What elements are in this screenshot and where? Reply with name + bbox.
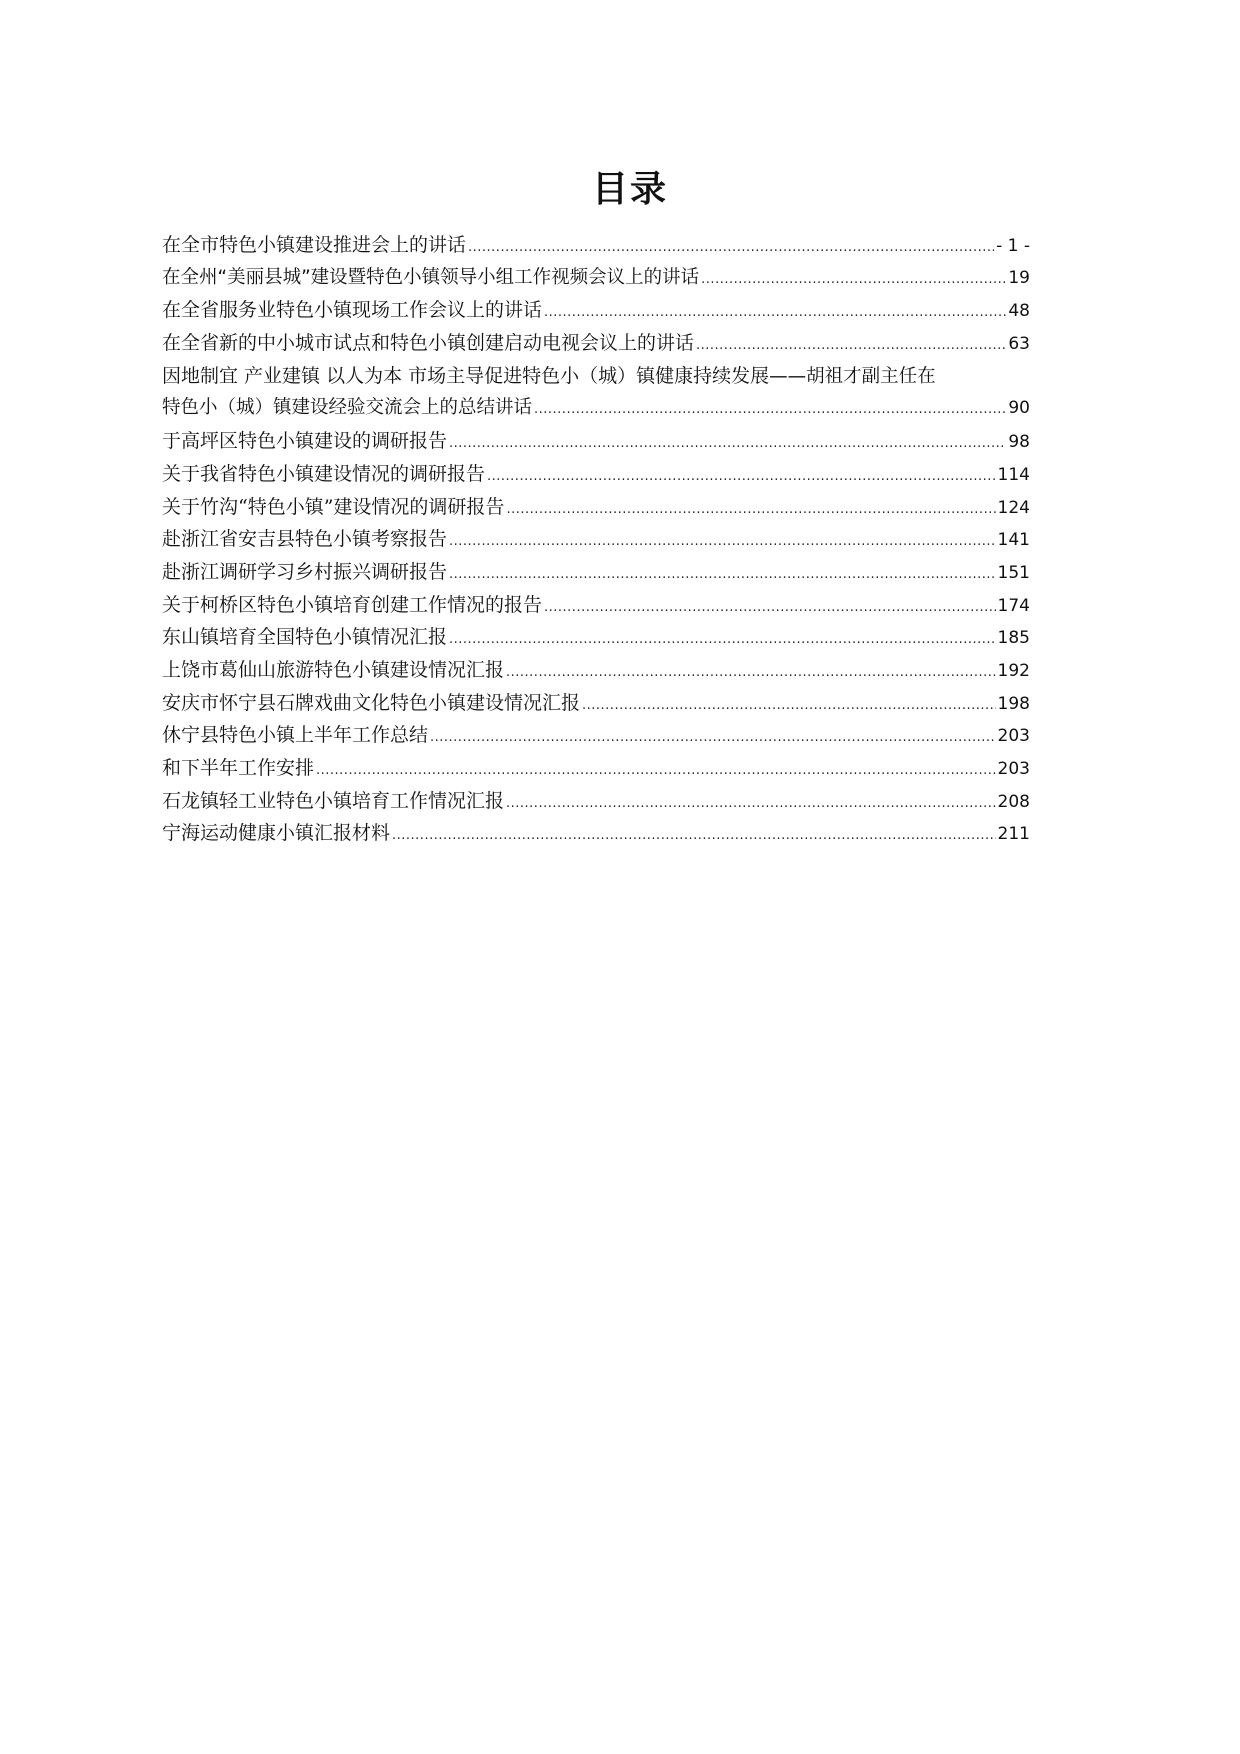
toc-page-number: 98 xyxy=(1008,432,1030,453)
toc-entry-text: 于高坪区特色小镇建设的调研报告 xyxy=(162,430,448,453)
toc-entry-text: 休宁县特色小镇上半年工作总结 xyxy=(162,724,429,747)
toc-page-number: 48 xyxy=(1008,301,1030,322)
toc-page-number: 192 xyxy=(997,660,1030,681)
toc-entry-text: 在全省服务业特色小镇现场工作会议上的讲话 xyxy=(162,299,543,322)
dot-leader xyxy=(506,788,996,821)
toc-entry-text: 关于柯桥区特色小镇培育创建工作情况的报告 xyxy=(162,593,543,616)
toc-entry-line-one xyxy=(162,360,1030,393)
toc-entry-text: 安庆市怀宁县石牌戏曲文化特色小镇建设情况汇报 xyxy=(162,691,581,714)
toc-entry-text: 关于我省特色小镇建设情况的调研报告 xyxy=(162,462,486,485)
toc-entry-text: 宁海运动健康小镇汇报材料 xyxy=(162,822,391,845)
toc-entry[interactable] xyxy=(162,589,1030,622)
toc-entry[interactable] xyxy=(162,752,1030,785)
toc-entry[interactable] xyxy=(162,458,1030,491)
toc-entry[interactable] xyxy=(162,262,1030,295)
toc-title: 目录 xyxy=(591,169,668,210)
toc-page-number: 203 xyxy=(997,726,1030,747)
dot-leader xyxy=(449,526,996,559)
toc-entry[interactable] xyxy=(162,654,1030,687)
toc-entry-text-speaker: ——胡祖才副主任在 xyxy=(769,365,936,387)
toc-page-number: - 1 - xyxy=(996,236,1030,256)
toc-page-number: 124 xyxy=(997,497,1030,518)
dot-leader xyxy=(468,232,994,265)
dot-leader xyxy=(506,494,995,527)
toc-page-number: 151 xyxy=(997,562,1030,583)
toc-page-number: 198 xyxy=(997,693,1030,714)
dot-leader xyxy=(544,592,996,625)
dot-leader xyxy=(544,297,1006,330)
toc-entry[interactable] xyxy=(162,360,1030,425)
toc-entry[interactable] xyxy=(162,556,1030,589)
dot-leader xyxy=(696,330,1006,363)
toc-page-number: 203 xyxy=(997,759,1030,779)
toc-entry[interactable] xyxy=(162,491,1030,524)
toc-entry-line-two xyxy=(162,392,1030,425)
dot-leader xyxy=(487,461,996,494)
dot-leader xyxy=(582,690,996,723)
toc-entry-text: 石龙镇轻工业特色小镇培育工作情况汇报 xyxy=(162,789,505,812)
toc-page-number: 174 xyxy=(997,595,1030,616)
dot-leader xyxy=(316,755,996,788)
toc-entry[interactable] xyxy=(162,294,1030,327)
dot-leader xyxy=(449,624,996,657)
toc-entry-text: 在全省新的中小城市试点和特色小镇创建启动电视会议上的讲话 xyxy=(162,332,695,355)
toc-entry-text: 在全州“美丽县城”建设暨特色小镇领导小组工作视频会议上的讲话 xyxy=(162,266,700,288)
toc-entry[interactable] xyxy=(162,785,1030,818)
toc-page-number: 211 xyxy=(997,824,1030,845)
toc-entry-text: 东山镇培育全国特色小镇情况汇报 xyxy=(162,626,448,649)
toc-entry[interactable] xyxy=(162,327,1030,360)
dot-leader xyxy=(449,559,996,592)
dot-leader xyxy=(701,264,1006,297)
toc-entry-text: 和下半年工作安排 xyxy=(162,757,315,779)
toc-page-number: 185 xyxy=(997,628,1030,649)
toc-entry-text: 上饶市葛仙山旅游特色小镇建设情况汇报 xyxy=(162,658,505,681)
dot-leader xyxy=(449,428,1006,461)
toc-entry[interactable] xyxy=(162,523,1030,556)
toc-entry[interactable] xyxy=(162,425,1030,458)
dot-leader xyxy=(534,394,1006,427)
toc-page-number: 19 xyxy=(1008,267,1030,288)
toc-entry[interactable] xyxy=(162,621,1030,654)
toc-entry[interactable] xyxy=(162,719,1030,752)
toc-page-number: 114 xyxy=(997,464,1030,485)
toc-entry-text: 特色小（城）镇建设经验交流会上的总结讲话 xyxy=(162,397,533,419)
dot-leader xyxy=(392,820,996,853)
toc-list xyxy=(162,229,1030,850)
toc-page-number: 141 xyxy=(997,530,1030,551)
dot-leader xyxy=(506,657,996,690)
dot-leader xyxy=(430,722,996,755)
toc-entry-text: 赴浙江调研学习乡村振兴调研报告 xyxy=(162,560,448,583)
toc-page-number: 208 xyxy=(997,791,1030,812)
toc-page-number: 90 xyxy=(1008,398,1030,419)
toc-entry-text: 在全市特色小镇建设推进会上的讲话 xyxy=(162,234,467,256)
toc-entry[interactable] xyxy=(162,817,1030,850)
toc-entry-text: 赴浙江省安吉县特色小镇考察报告 xyxy=(162,528,448,551)
toc-entry-text: 因地制宜 产业建镇 以人为本 市场主导促进特色小（城）镇健康持续发展 xyxy=(162,364,770,387)
toc-page-number: 63 xyxy=(1008,334,1030,355)
toc-entry[interactable] xyxy=(162,687,1030,720)
toc-entry-text: 关于竹沟“特色小镇”建设情况的调研报告 xyxy=(162,495,505,518)
toc-entry[interactable] xyxy=(162,229,1030,262)
